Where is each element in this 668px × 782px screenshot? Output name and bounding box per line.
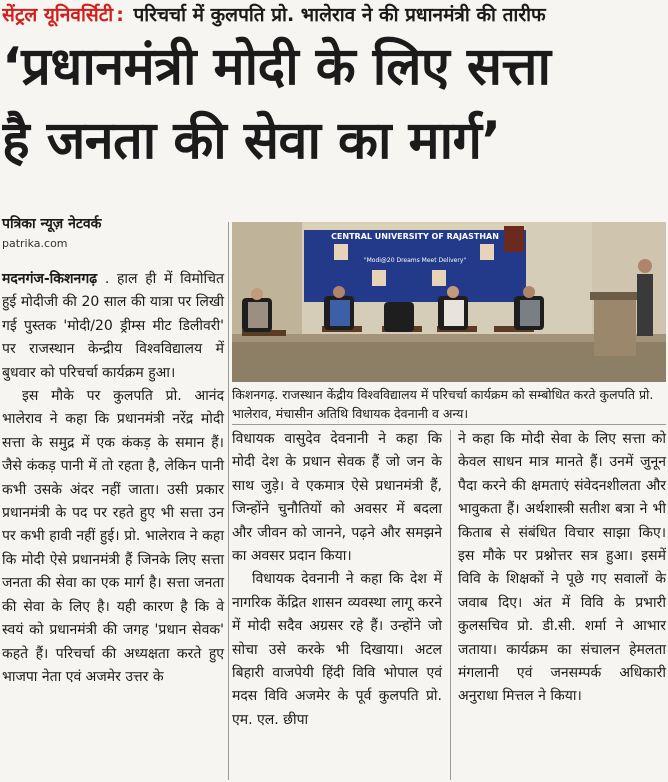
- article-paragraph: ने कहा कि मोदी सेवा के लिए सत्ता को केवल साधन मात्र मानते हैं। उनमें जुनून पैदा करने की क्षमताएं संवेदनशीलता और भावुकता हैं। अर्थशास्त्री सतीश बत्रा ने भी किताब से संबंधित विचार साझा किए। इस मौके पर प्रश्नोत्तर सत्र हुआ। इसमें विवि के शिक्षकों ने पूछे गए सवालों के जवाब दिए। अंत में विवि के प्रभारी कुलसचिव प्रो. डी.सी. शर्मा ने आभार जताया। कार्यक्रम का संचालन हेमलता मंगलानी एवं जनसम्पर्क अधिकारी अनुराधा मित्तल ने किया।: [458, 431, 666, 705]
- dateline: मदनगंज-किशनगढ़: [2, 271, 98, 287]
- banner-title: CENTRAL UNIVERSITY OF RAJASTHAN: [331, 232, 499, 241]
- photo-caption: किशनगढ़. राजस्थान केंद्रीय विश्वविद्यालय में परिचर्चा कार्यक्रम को सम्बोधित करते कुलपति प्रो. भालेराव, मंचासीन अतिथि विधायक देवनानी व अन्य।: [232, 387, 654, 421]
- headline: [2, 30, 666, 178]
- article-column-1: [2, 268, 224, 689]
- banner-book: "Modi@20 Dreams Meet Delivery": [363, 257, 467, 264]
- podium: [594, 296, 636, 356]
- article-column-3: [458, 428, 666, 709]
- article-column-2: [232, 428, 442, 732]
- article-paragraph: विधायक वासुदेव देवनानी ने कहा कि मोदी देश के प्रधान सेवक हैं जो जन के साथ जुड़े। वे एकमात्र ऐसे प्रधानमंत्री हैं, जिन्होंने चुनौतियों को अवसर में बदला और जीवन को जानने, पढ़ने और समझने का अवसर प्रदान किया।: [232, 431, 442, 565]
- column-divider: [228, 222, 229, 780]
- kicker-separator: :: [116, 4, 124, 26]
- headline-line-1: ‘प्रधानमंत्री मोदी के लिए सत्ता: [2, 37, 551, 97]
- article-paragraph: इस मौके पर कुलपति प्रो. आनंद भालेराव ने कहा कि प्रधानमंत्री नरेंद्र मोदी सत्ता के समुद्र में एक कंकड़ के समान हैं। जैसे कंकड़ पानी में तो रहता है, लेकिन पानी कभी उसके अंदर नहीं जाता। उसी प्रकार प्रधानमंत्री के पद पर रहते हुए भी सत्ता उन पर कभी हावी नहीं हुई। प्रो. भालेराव ने कहा कि मोदी ऐसे प्रधानमंत्री हैं जिनके लिए सत्ता जनता की सेवा का एक मार्ग है। सत्ता जनता की सेवा के लिए है। यही कारण है कि वे स्वयं को प्रधानमंत्री की जगह 'प्रधान सेवक' कहते हैं। परिचर्चा की अध्यक्षता करते हुए भाजपा नेता एवं अजमेर उत्तर के: [2, 388, 224, 685]
- kicker-section: सेंट्रल यूनिवर्सिटी: [2, 4, 114, 26]
- byline-url: patrika.com: [2, 237, 68, 250]
- headline-line-2: है जनता की सेवा का मार्ग’: [2, 111, 501, 171]
- byline: पत्रिका न्यूज़ नेटवर्क: [2, 216, 102, 232]
- article-paragraph: . हाल ही में विमोचित हुई मोदीजी की 20 साल की यात्रा पर लिखी गई पुस्तक 'मोदी/20 ड्रीम्स मीट डिलीवरी' पर राजस्थान केन्द्रीय विश्वविद्यालय में बुधवार को परिचर्चा कार्यक्रम हुआ।: [2, 271, 225, 381]
- kicker-text: परिचर्चा में कुलपति प्रो. भालेराव ने की प्रधानमंत्री की तारीफ: [133, 4, 546, 26]
- caption-rule: [232, 424, 666, 425]
- article-paragraph: विधायक देवनानी ने कहा कि देश में नागरिक केंद्रित शासन व्यवस्था लागू करने में मोदी सदैव अग्रसर रहे हैं। उन्होंने जो सोचा उसे करके भी दिखाया। अटल बिहारी वाजपेयी हिंदी विवि भोपाल एवं मदस विवि अजमेर के पूर्व कुलपति प्रो. एम. एल. छीपा: [232, 571, 442, 728]
- event-photo: [232, 222, 666, 382]
- kicker-line: [2, 0, 666, 30]
- column-divider: [450, 430, 451, 780]
